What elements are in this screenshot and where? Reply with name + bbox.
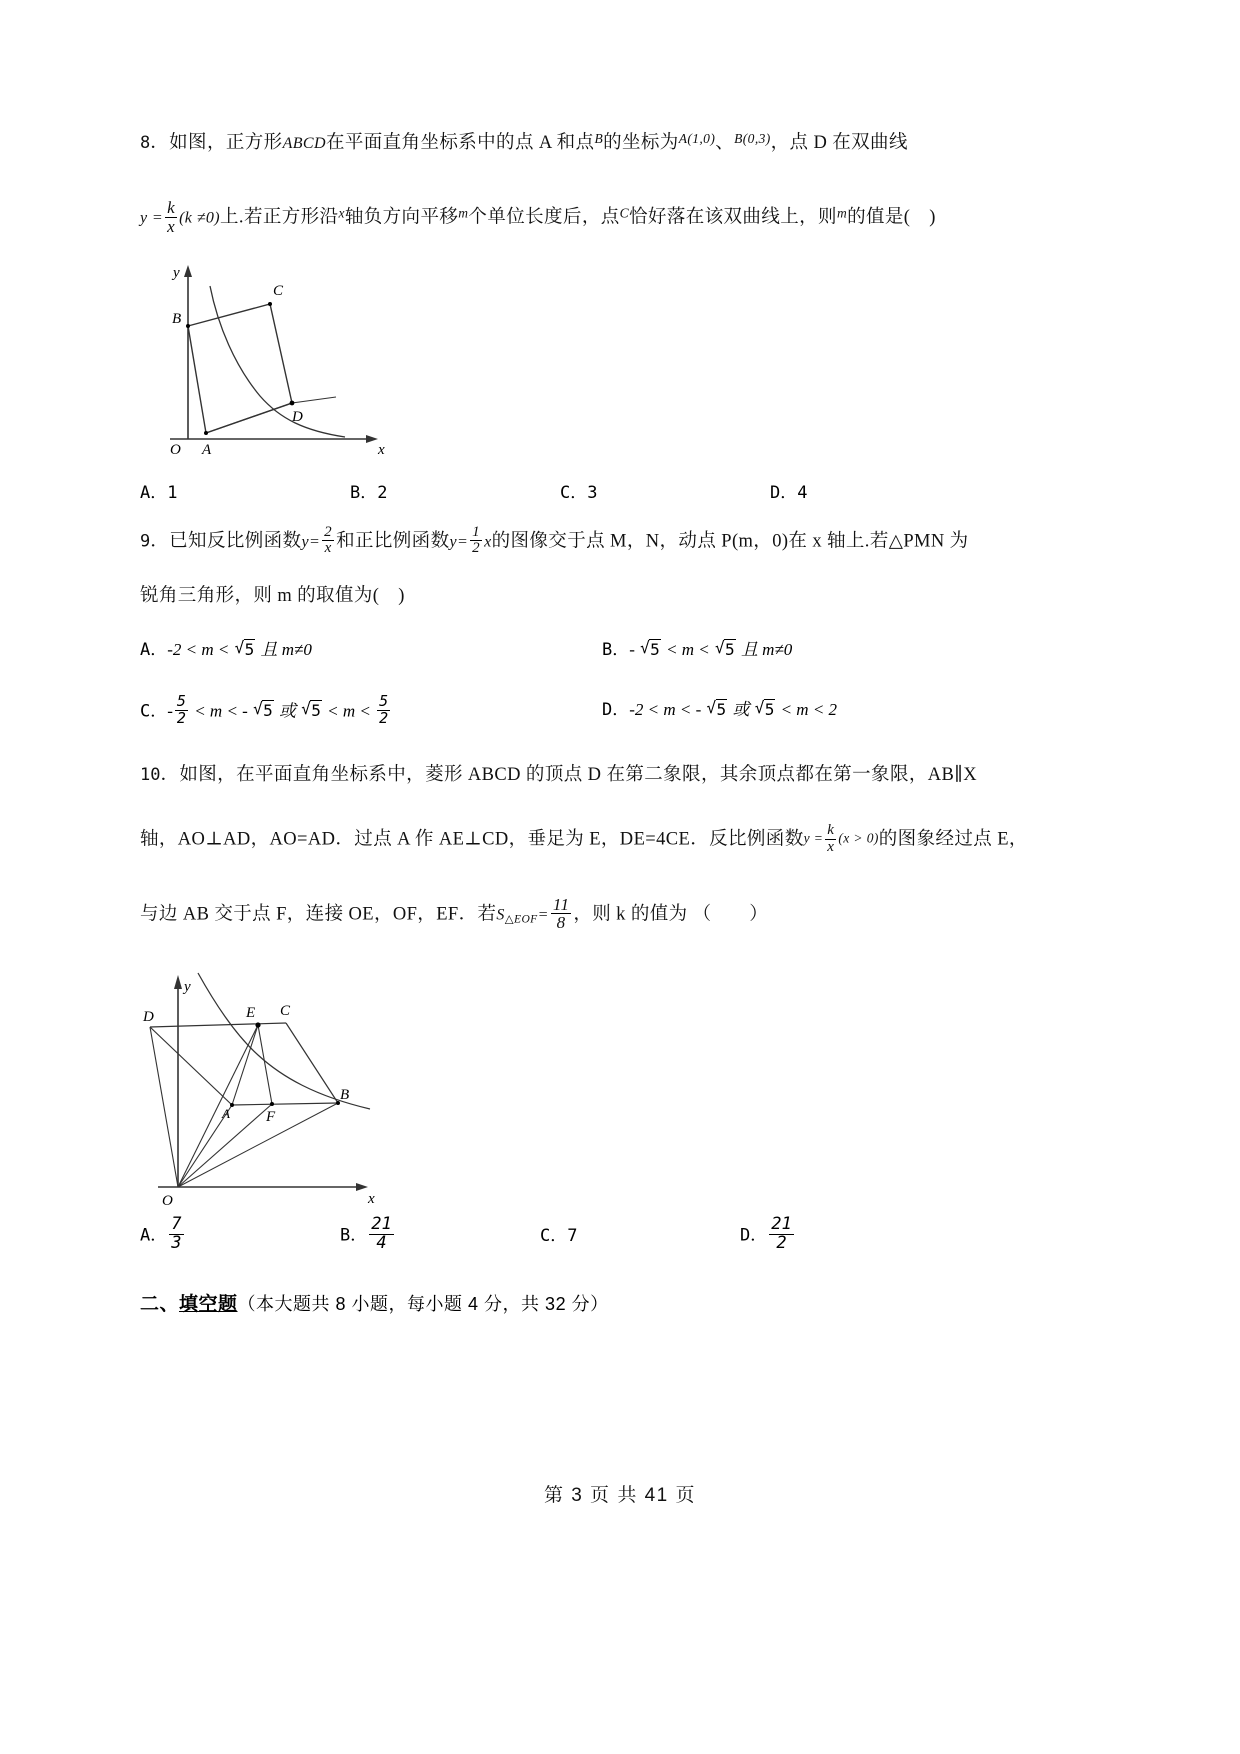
fraction-numerator: 7 <box>171 1214 182 1235</box>
question-8-text-a: ．如图，正方形 <box>150 133 283 153</box>
fraction-denominator: x <box>167 216 176 236</box>
segment-ob <box>178 1103 338 1187</box>
question-10-option-d[interactable]: D． $\frac{21}{2}$ <box>740 1214 792 1254</box>
section-2-detail: （本大题共 8 小题，每小题 4 分，共 32 分） <box>237 1294 609 1315</box>
question-9-option-d[interactable]: D．-2 < m < - √ 5 或 √ 5 < m < 2 <box>602 695 837 720</box>
question-8-options <box>140 478 1020 512</box>
question-8-text-i: 的值是( ) <box>847 207 936 228</box>
option-key: A <box>140 640 151 661</box>
question-8-fraction-k-over-x <box>165 199 177 236</box>
question-9-line-1 <box>140 523 1020 559</box>
fraction-5-over-2 <box>175 694 188 727</box>
label-a: A <box>202 441 212 458</box>
question-10-area-symbol: S <box>496 906 505 924</box>
vertex-c-dot <box>268 302 272 306</box>
question-8-figure <box>140 251 1020 466</box>
question-9-fraction-1-over-2 <box>470 525 482 558</box>
question-10-option-a[interactable]: A． $\frac{7}{3}$ <box>140 1214 182 1254</box>
x-axis-arrow <box>366 435 378 443</box>
question-10-line-2 <box>140 822 1028 857</box>
question-10-option-b[interactable]: B． $\frac{21}{4}$ <box>340 1214 392 1254</box>
vertex-a-dot <box>230 1103 234 1107</box>
label-d: D <box>292 408 303 425</box>
page-content <box>140 130 1028 1316</box>
sqrt-5-icon: √ 5 <box>715 639 736 659</box>
question-8-text-d: ，点 D 在双曲线 <box>770 133 908 153</box>
fraction-denominator: 3 <box>171 1233 182 1254</box>
fraction-denominator: 2 <box>176 708 186 727</box>
question-10-text-2b: 的图象经过点 E， <box>878 829 1028 850</box>
question-9-var-x: x <box>484 533 492 551</box>
question-10-options <box>140 1215 1020 1263</box>
option-value: 7 <box>567 1226 578 1247</box>
question-10-area-subscript: △EOF <box>504 913 538 926</box>
question-10-text-2a: 轴，AO⊥AD，AO=AD．过点 A 作 AE⊥CD，垂足为 E，DE=4CE．反比例函数 <box>140 829 804 850</box>
sqrt-5-icon: √ 5 <box>235 639 256 659</box>
option-value: 1 <box>167 482 178 503</box>
question-9-options-row-1 <box>140 631 1020 675</box>
fraction-denominator: 2 <box>379 708 389 727</box>
fraction-denominator: 2 <box>472 540 481 557</box>
segment-ad <box>150 1027 232 1105</box>
option-key: B <box>602 640 613 661</box>
question-9-option-c[interactable]: C．- $\frac{5}{2}$ < m < - √ 5 或 √ 5 < m < $\frac{5}{2}$ <box>140 695 392 728</box>
question-8-option-d[interactable]: D．4 <box>770 482 808 503</box>
question-9 <box>140 523 1020 739</box>
fraction-21-over-2 <box>769 1216 793 1253</box>
label-y-axis: y <box>184 979 191 996</box>
question-8-option-b[interactable]: B．2 <box>350 482 388 503</box>
question-10-number: 10 <box>140 765 161 786</box>
fraction-21-over-4 <box>369 1216 393 1253</box>
question-9-y1: y= <box>301 533 321 551</box>
option-key: D <box>602 700 613 721</box>
sqrt-5-icon: √ 5 <box>301 700 322 720</box>
question-10-text-3a: 与边 AB 交于点 F，连接 OE，OF，EF．若 <box>140 904 497 925</box>
sqrt-5-icon: √ 5 <box>253 700 274 720</box>
section-2-title: 填空题 <box>179 1294 238 1316</box>
question-8 <box>140 130 1020 512</box>
option-key: D <box>770 482 781 503</box>
label-x-axis: x <box>378 441 385 458</box>
question-9-text-a: ．已知反比例函数 <box>150 531 302 552</box>
option-key: B <box>340 1225 351 1246</box>
section-2-prefix: 二、 <box>140 1294 180 1316</box>
question-8-var-x: x <box>338 205 345 221</box>
segment-dc <box>150 1023 286 1027</box>
segment-oe <box>178 1025 258 1187</box>
fraction-5-over-2 <box>377 694 390 727</box>
option-value: 3 <box>587 482 598 503</box>
question-8-text-g: 个单位长度后，点 <box>468 207 620 228</box>
question-10-fraction-11-over-8 <box>551 896 572 933</box>
question-8-fn-y: y = <box>140 209 164 227</box>
option-key: C <box>140 701 151 722</box>
fraction-numerator: 5 <box>379 692 389 711</box>
question-8-var-c: C <box>619 205 630 221</box>
question-8-abcd: ABCD <box>282 135 326 152</box>
label-e: E <box>246 1005 256 1022</box>
question-8-line-1 <box>140 130 1020 156</box>
fraction-denominator: 4 <box>369 1234 393 1253</box>
question-10-equals: = <box>537 906 549 924</box>
segment-ad <box>206 403 292 433</box>
segment-ba <box>232 1103 338 1105</box>
segment-od <box>150 1027 178 1187</box>
option-key: D <box>740 1225 751 1246</box>
label-a: A <box>222 1106 230 1122</box>
label-f: F <box>266 1109 276 1126</box>
vertex-e-dot <box>255 1023 260 1028</box>
question-8-text-f: 轴负方向平移 <box>344 207 459 228</box>
question-8-coord-b: B(0,3) <box>734 131 771 146</box>
question-10-line-3 <box>140 894 1020 934</box>
label-origin: O <box>170 441 181 458</box>
question-10 <box>140 763 1028 1263</box>
question-8-var-m2: m <box>836 205 848 221</box>
fraction-numerator: k <box>827 822 835 839</box>
option-value: 4 <box>797 482 808 503</box>
segment-d-extension <box>292 397 336 403</box>
page-footer: 第 3 页 共 41 页 <box>543 1485 697 1506</box>
option-key: A <box>140 482 151 503</box>
question-8-text-e: 上.若正方形沿 <box>220 207 339 228</box>
question-10-fraction-k-over-x <box>825 823 836 856</box>
question-8-number: 8 <box>140 133 151 153</box>
fraction-numerator: k <box>167 197 176 217</box>
rhombus-abcd-hyperbola-figure <box>140 959 480 1209</box>
vertex-f-dot <box>270 1102 274 1106</box>
question-8-option-a[interactable]: A．1 <box>140 482 178 503</box>
fraction-denominator: x <box>322 540 334 557</box>
sqrt-5-icon: √ 5 <box>640 639 661 659</box>
y-axis-arrow <box>184 265 192 277</box>
fraction-denominator: x <box>827 838 835 855</box>
fraction-numerator: 2 <box>324 523 333 540</box>
question-8-text-c: 的坐标为 <box>603 133 679 153</box>
question-9-option-b[interactable]: B．- √ 5 < m < √ 5 且 m≠0 <box>602 635 792 660</box>
vertex-d-dot <box>290 400 295 405</box>
hyperbola-curve <box>210 286 345 437</box>
question-8-var-m: m <box>458 205 469 221</box>
option-key: B <box>350 482 361 503</box>
fraction-numerator: 21 <box>371 1214 392 1235</box>
label-d: D <box>143 1009 154 1026</box>
option-key: C <box>560 482 571 503</box>
fraction-numerator: 11 <box>552 894 570 914</box>
question-8-option-c[interactable]: C．3 <box>560 482 598 503</box>
question-8-fn-condition: (k ≠0) <box>179 209 221 227</box>
fraction-denominator: 2 <box>769 1234 793 1253</box>
question-10-line-1 <box>140 763 1020 788</box>
label-b: B <box>340 1087 350 1104</box>
fraction-numerator: 1 <box>472 523 481 540</box>
segment-ae <box>232 1025 258 1105</box>
fraction-denominator: 8 <box>551 913 572 932</box>
x-axis-arrow <box>356 1183 368 1191</box>
sqrt-5-icon: √ 5 <box>755 699 776 719</box>
question-9-line-2: 锐角三角形，则 m 的取值为( ) <box>140 586 405 607</box>
question-10-fn-y: y = <box>803 830 824 846</box>
question-9-options-row-2 <box>140 693 1020 739</box>
section-2-heading <box>140 1289 1020 1316</box>
square-abcd <box>188 304 292 433</box>
question-10-figure <box>140 959 1020 1209</box>
fraction-numerator: 21 <box>771 1214 792 1235</box>
label-c: C <box>280 1003 291 1020</box>
fraction-7-over-3 <box>169 1216 183 1253</box>
y-axis-arrow <box>174 975 182 989</box>
label-origin: O <box>162 1193 173 1210</box>
sqrt-5-icon: √ 5 <box>707 699 728 719</box>
question-9-fraction-2-over-x <box>322 525 334 558</box>
question-8-coord-a: A(1,0) <box>678 131 716 146</box>
question-9-number: 9 <box>140 531 151 552</box>
question-8-text-b: 在平面直角坐标系中的点 A 和点 <box>325 133 595 153</box>
question-8-line-2 <box>140 197 1020 237</box>
question-10-fn-condition: (x > 0) <box>838 830 879 846</box>
question-9-text-c: 的图像交于点 M，N，动点 P(m，0)在 x 轴上.若△PMN 为 <box>491 531 969 552</box>
question-8-sep: 、 <box>715 133 735 153</box>
option-key: A <box>140 1225 151 1246</box>
question-10-text-3b: ，则 k 的值为 （ ） <box>573 904 769 925</box>
fraction-numerator: 5 <box>176 692 186 711</box>
question-8-point-b: B <box>594 131 604 146</box>
segment-cb <box>286 1023 338 1103</box>
square-abcd-hyperbola-figure <box>140 251 470 466</box>
label-b: B <box>172 310 182 327</box>
vertex-a-dot <box>204 431 208 435</box>
option-key: C <box>540 1226 551 1247</box>
question-9-y2: y= <box>449 533 469 551</box>
question-10-text-1: ．如图，在平面直角坐标系中，菱形 ABCD 的顶点 D 在第二象限，其余顶点都在第一象限，AB∥X <box>160 765 977 786</box>
question-9-option-a[interactable]: A．-2 < m < √ 5 且 m≠0 <box>140 635 312 660</box>
label-c: C <box>273 282 284 299</box>
option-value: 2 <box>377 482 388 503</box>
vertex-b-dot <box>186 324 190 328</box>
question-9-text-b: 和正比例函数 <box>336 531 450 552</box>
question-8-text-h: 恰好落在该双曲线上，则 <box>629 207 837 228</box>
label-y-axis: y <box>173 264 180 281</box>
question-10-option-c[interactable]: C．7 <box>540 1226 578 1247</box>
label-x-axis: x <box>368 1191 375 1208</box>
